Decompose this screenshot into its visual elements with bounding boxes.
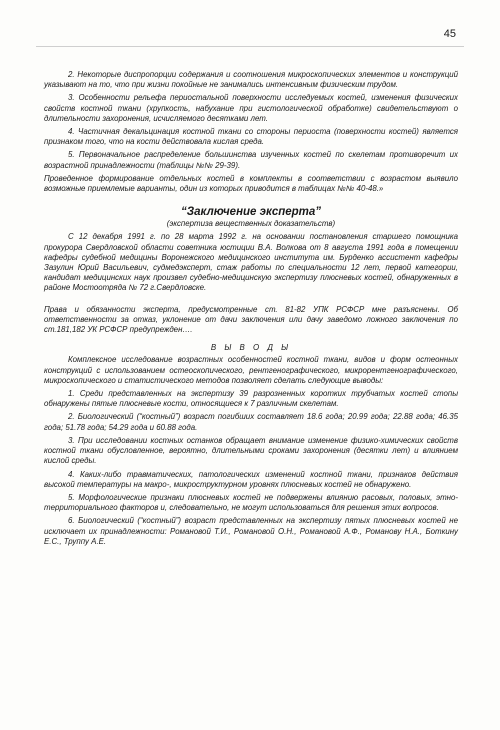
paragraph-2: 2. Некоторые диспропорции содержания и соотношения микроскопических элементов и конструкций указывают на то, что при жизни покойные не занимались интенсивным физическим трудом. xyxy=(44,70,458,90)
paragraph-5: 5. Первоначальное распределение большинства изученных костей по скелетам противоречит их возрастной принадлежности (таблицы №№ 29-39). xyxy=(44,150,458,170)
conclusion-title: “Заключение эксперта” xyxy=(180,206,322,219)
paragraph-4: 4. Частичная декальцинация костной ткани со стороны периоста (поверхности костей) является признаком того, что на кости действовала кислая среда. xyxy=(44,127,458,147)
findings-intro: Комплексное исследование возрастных особенностей костной ткани, видов и форм остеонных конструкций с использованием остеоскопического, рентгенографического, микрорентгенографического, микроскопического и статистического методов позволяет сделать следующие выводы: xyxy=(44,355,458,385)
findings-heading: В Ы В О Д Ы xyxy=(210,343,292,353)
paragraph-3: 3. Особенности рельефа периостальной поверхности исследуемых костей, изменения физических свойств костной ткани (хрупкость, набухание при гистологической обработке) свидетельствуют о длительности захоронения, исчисляемого десятками лет. xyxy=(44,93,458,123)
header-rule xyxy=(36,46,464,47)
finding-4: 4. Каких-либо травматических, патологических изменений костной ткани, признаков действия высокой температуры на макро-, микроструктурном уровнях плюсневых костей не обнаружено. xyxy=(44,469,458,489)
closing-paragraph: Проведенное формирование отдельных костей в комплекты в соответствии с возрастом выявило возможные приемлемые варианты, один из которых приводится в таблицах №№ 40-48.» xyxy=(44,173,458,194)
conclusion-intro: С 12 декабря 1991 г. по 28 марта 1992 г. на основании постановления старшего помощника прокурора Свердловской области советника юстиции В.А. Волкова от 8 августа 1991 года в помещении кафедры судебной медицины Воронежского медицинского института им. Бурденко ассистент кафедры Зазулин Юрий Васильевич, судмедэксперт, стаж работы по специальности 12 лет, первой категории, кандидат медицинских наук произвел судебно-медицинскую экспертизу плюсневых костей, обнаруженных в районе Мостоотряда № 72 г.Свердловске. xyxy=(44,232,458,293)
conclusion-subtitle: (экспертиза вещественных доказательств) xyxy=(166,219,336,229)
finding-1: 1. Среди представленных на экспертизу 39 разрозненных коротких трубчатых костей стопы обнаружены пятые плюсневые кости, относящиеся к 7 различным скелетам. xyxy=(44,389,458,409)
finding-6: 6. Биологический (“костный”) возраст представленных на экспертизу пятых плюсневых костей не исключает их принадлежности: Романовой Т.И., Романовой О.Н., Романовой А.Ф., Романову Н.А., Боткину Е.С., Труппу А.Е. xyxy=(44,516,458,546)
page-number: 45 xyxy=(443,28,456,40)
expert-rights: Права и обязанности эксперта, предусмотренные ст. 81-82 УПК РСФСР мне разъяснены. Об ответственности за отказ, уклонение от дачи заключения или дачу заведомо ложного заключения по ст.181,182 УК РСФСР предупрежден…. xyxy=(44,304,458,335)
finding-3: 3. При исследовании костных останков обращает внимание изменение физико-химических свойств костной ткани обусловленное, вероятно, длительными сроками захоронения (десятки лет) и влиянием кислой среды. xyxy=(44,435,458,466)
finding-5: 5. Морфологические признаки плюсневых костей не подвержены влиянию расовых, половых, этно-территориального факторов и, следовательно, не могут использоваться для решения этих вопросов. xyxy=(44,492,458,513)
finding-2: 2. Биологический (“костный”) возраст погибших составляет 18.6 года; 20.99 года; 22.88 года; 46.35 года; 51.78 года; 54.29 года и 60.88 года. xyxy=(44,412,458,432)
page-content xyxy=(44,70,458,550)
